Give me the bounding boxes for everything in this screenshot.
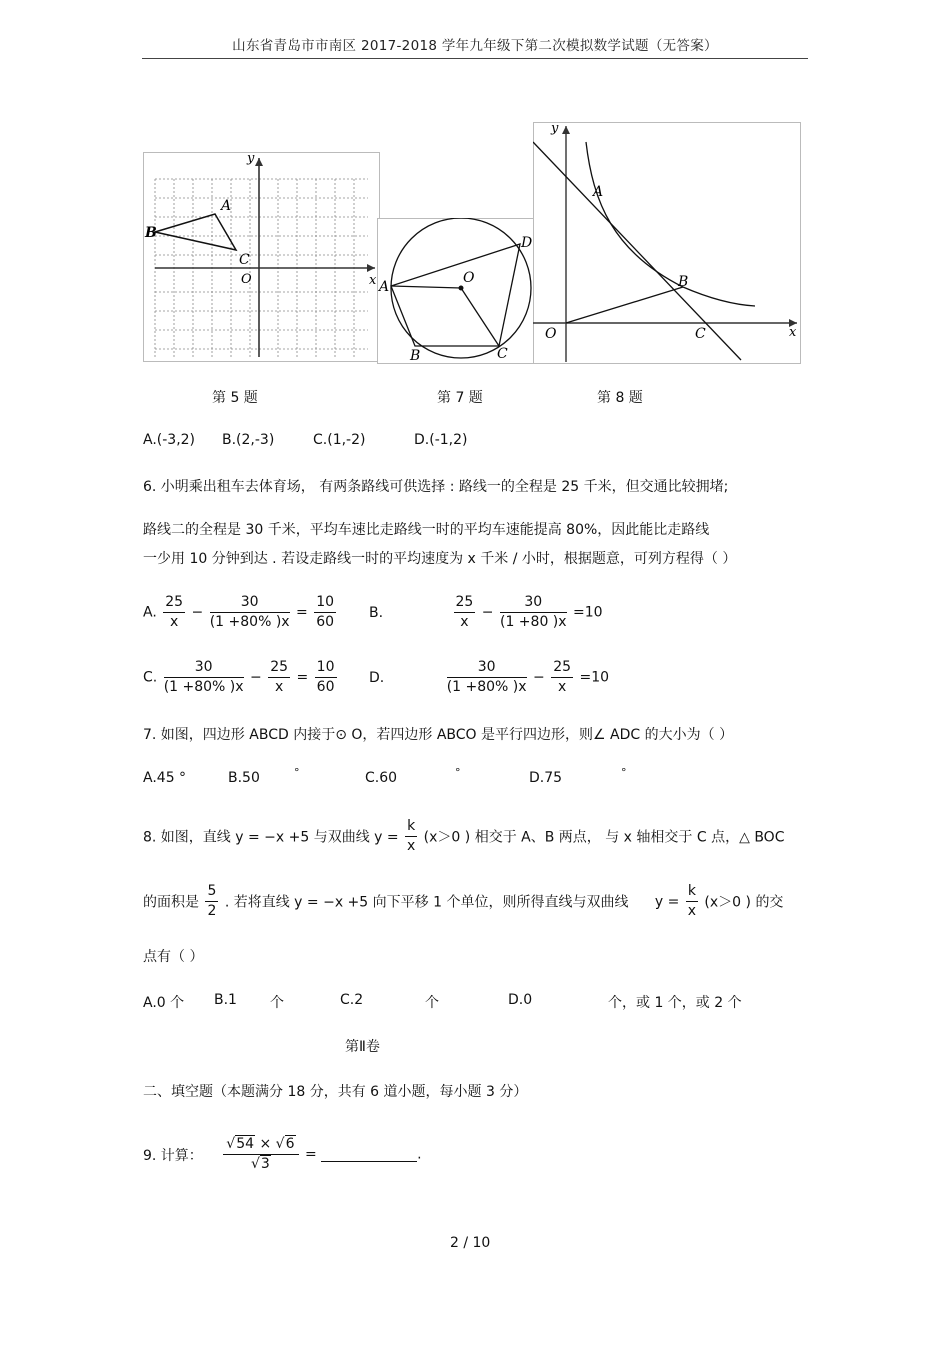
q6-d-label: D. bbox=[369, 669, 385, 686]
q8-option-c-unit: 个 bbox=[425, 995, 439, 1011]
volume-title: 第Ⅱ卷 bbox=[345, 1039, 380, 1055]
q8-area-frac: $\frac{5}{2}$ bbox=[207, 883, 217, 919]
q9-label: 9. 计算： bbox=[143, 1147, 203, 1164]
q6-stem-line3: 一少用 10 分钟到达 . 若设走路线一时的平均速度为 x 千米 / 小时，根据题意，可列方程得（ ） bbox=[143, 551, 737, 567]
q6-option-c: C. $\frac{30}{(1 +80\% )x}$ − $\frac{25}{x}$ = $\frac{10}{60}$ bbox=[143, 659, 335, 695]
q8-option-b-unit: 个 bbox=[270, 995, 284, 1011]
q5-option-b: B.(2,-3) bbox=[222, 432, 275, 448]
fig5-caption: 第 5 题 bbox=[212, 390, 258, 406]
q9-expression: $\frac{√54 \times √6}{√3}$ bbox=[223, 1135, 298, 1174]
fig7-A-label: A bbox=[379, 279, 390, 295]
figure-8 bbox=[533, 122, 801, 364]
fig8-caption: 第 8 题 bbox=[597, 390, 643, 406]
q6-a-frac3: $\frac{10}{60}$ bbox=[316, 594, 335, 630]
q6-a-frac1: $\frac{25}{x}$ bbox=[165, 594, 184, 630]
q6-d-frac1: $\frac{30}{(1 +80\% )x}$ bbox=[446, 659, 527, 695]
fig5-B-label: B bbox=[145, 225, 157, 241]
page-header: 山东省青岛市市南区 2017-2018 学年九年级下第二次模拟数学试题（无答案） bbox=[232, 38, 718, 54]
q6-b-frac2: $\frac{30}{(1 +80 )x}$ bbox=[499, 594, 567, 630]
q8-stem-line2: 的面积是 $\frac{5}{2}$ . 若将直线 y = −x +5 向下平移 1 个单位，则所得直线与双曲线 y = $\frac{k}{x}$ (x＞0 ) 的交 bbox=[143, 883, 784, 919]
fig5-C-label: C bbox=[239, 252, 250, 268]
q8-hyperbola-frac: $\frac{k}{x}$ bbox=[407, 818, 416, 854]
q5-option-c: C.(1,-2) bbox=[313, 432, 366, 448]
q6-c-frac3: $\frac{10}{60}$ bbox=[316, 659, 335, 695]
q7-option-d: D.75 bbox=[529, 770, 563, 786]
q7-option-c: C.60 bbox=[365, 770, 398, 786]
q8-stem-line1: 8. 如图，直线 y = −x +5 与双曲线 y = $\frac{k}{x}$ (x＞0 ) 相交于 A、B 两点， 与 x 轴相交于 C 点，△ BOC bbox=[143, 818, 785, 854]
q8-stem-line3: 点有（ ） bbox=[143, 949, 204, 965]
header-rule bbox=[142, 58, 808, 59]
fig7-O-label: O bbox=[463, 270, 475, 286]
q8-option-b: B.1 bbox=[214, 992, 237, 1008]
q7-option-d-degree: ° bbox=[621, 766, 627, 779]
q6-option-a: A. $\frac{25}{x}$ − $\frac{30}{(1 +80\% )x}$ = $\frac{10}{60}$ bbox=[143, 594, 335, 630]
fig5-O-label: O bbox=[241, 272, 252, 287]
q6-stem-line2: 路线二的全程是 30 千米，平均车速比走路线一时的平均车速能提高 80%，因此能比走路线 bbox=[143, 522, 710, 538]
q6-c-frac1: $\frac{30}{(1 +80\% )x}$ bbox=[163, 659, 244, 695]
q8-hyperbola-frac-2: $\frac{k}{x}$ bbox=[687, 883, 697, 919]
q7-option-a: A.45 ° bbox=[143, 770, 187, 786]
q6-b-label: B. bbox=[369, 604, 384, 621]
fig8-x-label: x bbox=[789, 325, 797, 340]
q6-option-d: D. $\frac{30}{(1 +80\% )x}$ − $\frac{25}{x}$ =10 bbox=[369, 659, 610, 695]
q6-a-frac2: $\frac{30}{(1 +80\% )x}$ bbox=[209, 594, 290, 630]
q6-a-label: A. bbox=[143, 604, 157, 621]
q7-stem: 7. 如图，四边形 ABCD 内接于⊙ O，若四边形 ABCO 是平行四边形，则∠ ADC 的大小为（ ） bbox=[143, 727, 734, 743]
figure-7 bbox=[377, 218, 534, 364]
q6-stem-line1: 6. 小明乘出租车去体育场， 有两条路线可供选择 : 路线一的全程是 25 千米，但交通比较拥堵; bbox=[143, 479, 729, 495]
fig7-D-label: D bbox=[521, 235, 533, 251]
q5-option-a: A.(-3,2) bbox=[143, 432, 196, 448]
fig8-O-label: O bbox=[545, 326, 557, 342]
section-heading: 二、填空题（本题满分 18 分，共有 6 道小题，每小题 3 分） bbox=[143, 1084, 528, 1100]
q9-answer-blank[interactable] bbox=[321, 1147, 417, 1162]
q7-option-b: B.50 bbox=[228, 770, 260, 786]
q9-line: 9. 计算： $\frac{√54 \times √6}{√3}$ = . bbox=[143, 1136, 422, 1172]
fig8-B-label: B bbox=[678, 274, 689, 290]
q8-option-a: A.0 个 bbox=[143, 995, 185, 1011]
q6-d-frac2: $\frac{25}{x}$ bbox=[553, 659, 572, 695]
q7-option-b-degree: ° bbox=[294, 766, 300, 779]
fig7-C-label: C bbox=[497, 346, 508, 362]
q6-b-frac1: $\frac{25}{x}$ bbox=[455, 594, 474, 630]
fig5-x-label: x bbox=[369, 273, 377, 288]
q6-c-frac2: $\frac{25}{x}$ bbox=[270, 659, 289, 695]
fig5-y-label: y bbox=[247, 152, 255, 166]
fig7-caption: 第 7 题 bbox=[437, 390, 483, 406]
q7-option-c-degree: ° bbox=[455, 766, 461, 779]
fig7-B-label: B bbox=[410, 348, 421, 364]
page-number: 2 / 10 bbox=[450, 1235, 491, 1251]
q8-option-d: D.0 bbox=[508, 992, 533, 1008]
q6-c-label: C. bbox=[143, 669, 158, 686]
q6-option-b: B. $\frac{25}{x}$ − $\frac{30}{(1 +80 )x}$ =10 bbox=[369, 594, 603, 630]
fig5-A-label: A bbox=[221, 198, 232, 214]
fig8-C-label: C bbox=[695, 326, 706, 342]
q8-option-c: C.2 bbox=[340, 992, 364, 1008]
fig8-A-label: A bbox=[593, 184, 604, 200]
fig8-y-label: y bbox=[551, 122, 559, 136]
q8-option-d-tail: 个，或 1 个，或 2 个 bbox=[608, 995, 742, 1011]
figure-5 bbox=[143, 152, 380, 362]
q5-option-d: D.(-1,2) bbox=[414, 432, 468, 448]
